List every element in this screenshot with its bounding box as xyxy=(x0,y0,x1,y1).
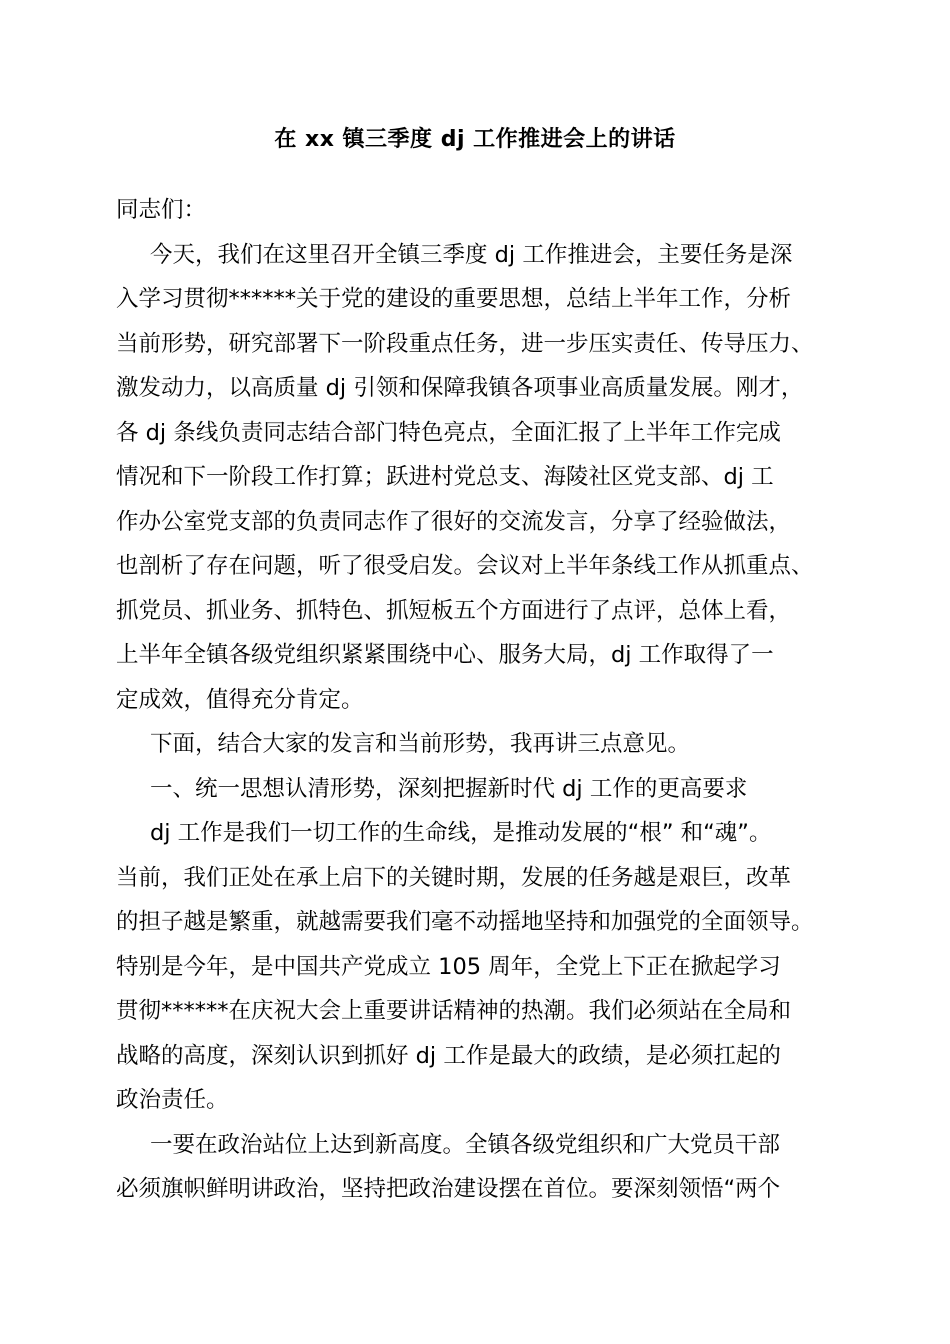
text-line: 入学习贯彻******关于党的建设的重要思想，总结上半年工作，分析 xyxy=(116,286,792,312)
text-line: 一、统一思想认清形势，深刻把握新时代 dj 工作的更高要求 xyxy=(150,775,748,802)
text-line: 同志们： xyxy=(116,197,207,223)
text-line: 情况和下一阶段工作打算；跃进村党总支、海陵社区党支部、dj 工 xyxy=(116,464,774,490)
text-line: dj 工作是我们一切工作的生命线，是推动发展的“根” 和“魂”。 xyxy=(150,820,772,846)
text-line: 一要在政治站位上达到新高度。全镇各级党组织和广大党员干部 xyxy=(150,1131,781,1158)
text-line: 抓党员、抓业务、抓特色、抓短板五个方面进行了点评，总体上看， xyxy=(116,597,792,624)
document-title: 在 xx 镇三季度 dj 工作推进会上的讲话 xyxy=(274,127,676,152)
text-line: 下面，结合大家的发言和当前形势，我再讲三点意见。 xyxy=(150,731,691,757)
text-line: 当前，我们正处在承上启下的关键时期，发展的任务越是艰巨，改革 xyxy=(116,864,792,891)
document-body xyxy=(116,188,856,1212)
text-line: 的担子越是繁重，就越需要我们毫不动摇地坚持和加强党的全面领导。 xyxy=(116,909,814,935)
text-line: 政治责任。 xyxy=(116,1087,229,1113)
text-line: 也剖析了存在问题，听了很受启发。会议对上半年条线工作从抓重点、 xyxy=(116,553,814,579)
text-line: 特别是今年，是中国共产党成立 105 周年，全党上下正在掀起学习 xyxy=(116,953,781,980)
text-line: 定成效，值得充分肯定。 xyxy=(116,686,364,713)
text-line: 作办公室党支部的负责同志作了很好的交流发言，分享了经验做法， xyxy=(116,508,792,535)
text-line: 必须旗帜鲜明讲政治，坚持把政治建设摆在首位。要深刻领悟“两个 xyxy=(116,1176,781,1202)
text-line: 各 dj 条线负责同志结合部门特色亮点，全面汇报了上半年工作完成 xyxy=(116,419,781,446)
text-line: 今天，我们在这里召开全镇三季度 dj 工作推进会，主要任务是深 xyxy=(150,241,793,268)
text-line: 战略的高度，深刻认识到抓好 dj 工作是最大的政绩，是必须扛起的 xyxy=(116,1042,781,1069)
text-line: 贯彻******在庆祝大会上重要讲话精神的热潮。我们必须站在全局和 xyxy=(116,998,792,1024)
text-line: 激发动力，以高质量 dj 引领和保障我镇各项事业高质量发展。刚才， xyxy=(116,375,804,401)
text-line: 当前形势，研究部署下一阶段重点任务，进一步压实责任、传导压力、 xyxy=(116,330,814,357)
text-line: 上半年全镇各级党组织紧紧围绕中心、服务大局，dj 工作取得了一 xyxy=(116,642,774,668)
